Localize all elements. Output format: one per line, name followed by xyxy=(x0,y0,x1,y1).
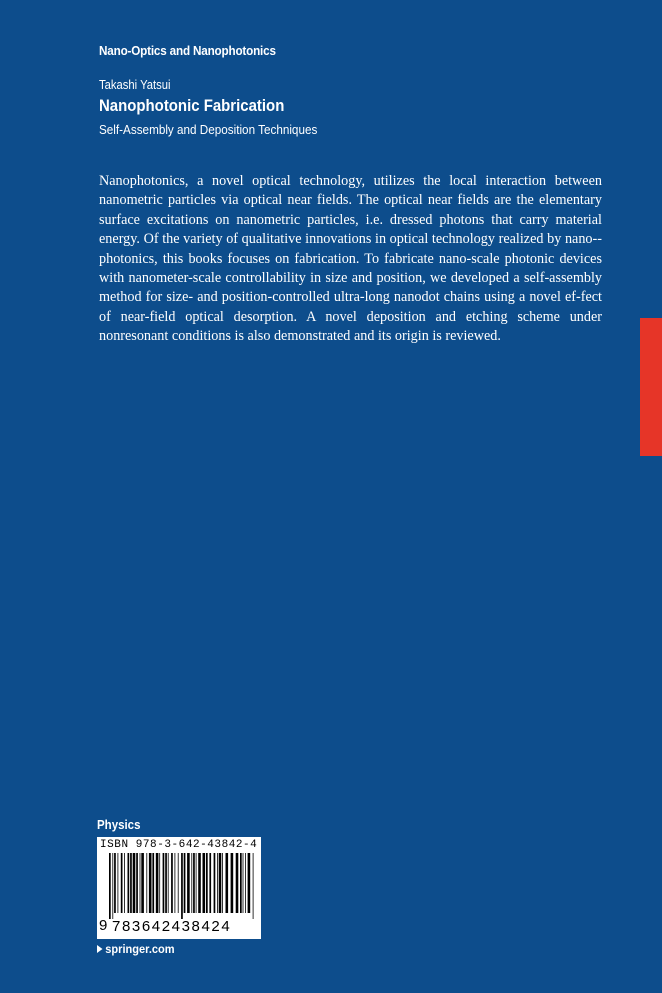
red-accent-tab xyxy=(640,318,662,456)
subject-label: Physics xyxy=(97,818,141,832)
author-name: Takashi Yatsui xyxy=(99,78,171,92)
book-description xyxy=(99,172,602,347)
book-subtitle: Self-Assembly and Deposition Techniques xyxy=(99,122,318,137)
ean-first-digit: 9 xyxy=(99,917,108,934)
barcode-icon xyxy=(109,853,257,919)
website-text: springer.com xyxy=(105,942,175,956)
barcode-panel xyxy=(97,837,261,939)
isbn-label: ISBN 978-3-642-43842-4 xyxy=(100,839,258,851)
description-text: Nanophotonics, a novel optical technology, utilizes the local interaction between nanometric particles via optical near fields. The optical near fields are the elementary surface excitations on nanometric particles, i.e. dressed photons that carry material energy. Of the variety of qualitative innovations in optical technology realized by nano-photonics, this books focuses on fabrication. To fabricate nano-scale photonic devices with nanometer-scale controllability in size and position, we developed a self-assembly method for size- and position-controlled ultra-long nanodot chains using a novel ef-fect of near-field optical desorption. A novel deposition and etching scheme under nonresonant conditions is also demonstrated and its origin is reviewed. xyxy=(99,173,602,345)
publisher-website[interactable] xyxy=(97,942,175,956)
series-title: Nano-Optics and Nanophotonics xyxy=(99,43,276,58)
ean-digits: 783642438424 xyxy=(112,918,232,935)
arrow-right-icon xyxy=(97,945,103,953)
book-title: Nanophotonic Fabrication xyxy=(99,96,285,115)
